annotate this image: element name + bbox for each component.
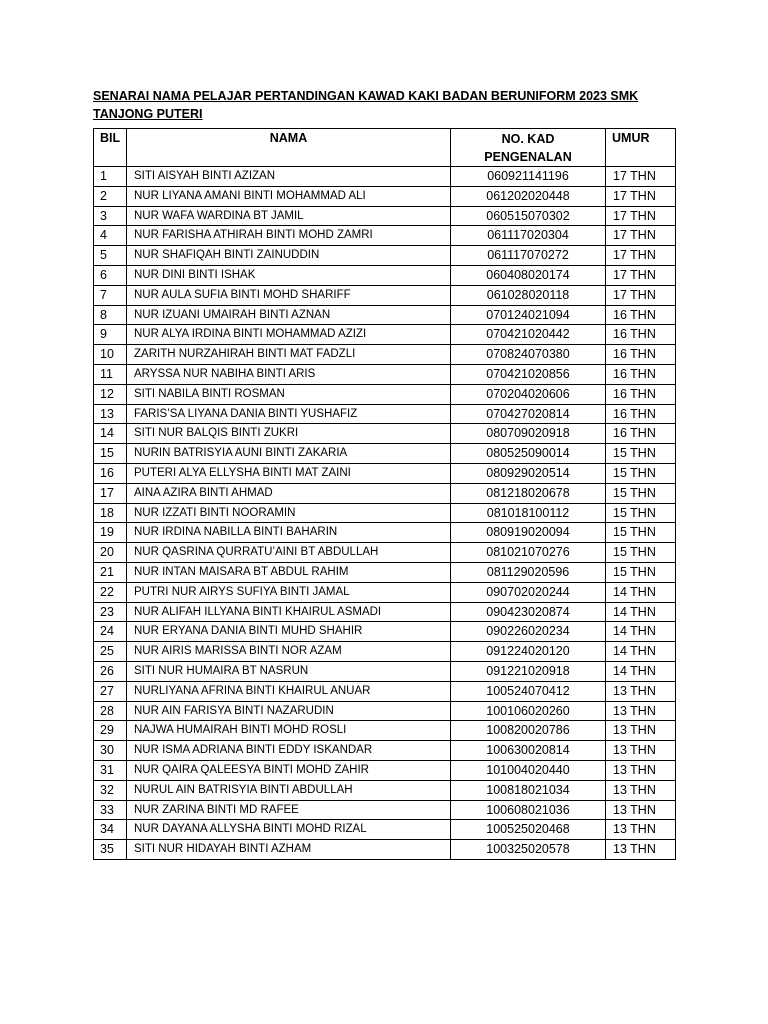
ic-number-cell: 060408020174 xyxy=(451,265,606,285)
age-cell: 15 THN xyxy=(606,444,676,464)
student-name-cell: ZARITH NURZAHIRAH BINTI MAT FADZLI xyxy=(127,345,451,365)
student-name-cell: NUR ALIFAH ILLYANA BINTI KHAIRUL ASMADI xyxy=(127,602,451,622)
table-body xyxy=(94,167,676,860)
age-cell: 15 THN xyxy=(606,503,676,523)
age-cell: 13 THN xyxy=(606,820,676,840)
table-row xyxy=(94,404,676,424)
row-number-cell: 10 xyxy=(94,345,127,365)
table-row xyxy=(94,622,676,642)
header-bil: BIL xyxy=(94,129,127,167)
table-row xyxy=(94,681,676,701)
table-row xyxy=(94,840,676,860)
age-cell: 13 THN xyxy=(606,840,676,860)
student-name-cell: NURUL AIN BATRISYIA BINTI ABDULLAH xyxy=(127,780,451,800)
row-number-cell: 6 xyxy=(94,265,127,285)
student-name-cell: NUR INTAN MAISARA BT ABDUL RAHIM xyxy=(127,562,451,582)
table-row xyxy=(94,305,676,325)
table-row xyxy=(94,800,676,820)
age-cell: 13 THN xyxy=(606,681,676,701)
age-cell: 16 THN xyxy=(606,384,676,404)
ic-number-cell: 081018100112 xyxy=(451,503,606,523)
row-number-cell: 24 xyxy=(94,622,127,642)
ic-number-cell: 070824070380 xyxy=(451,345,606,365)
header-umur: UMUR xyxy=(606,129,676,167)
ic-number-cell: 070124021094 xyxy=(451,305,606,325)
table-row xyxy=(94,503,676,523)
row-number-cell: 8 xyxy=(94,305,127,325)
student-name-cell: SITI NABILA BINTI ROSMAN xyxy=(127,384,451,404)
ic-number-cell: 100818021034 xyxy=(451,780,606,800)
row-number-cell: 4 xyxy=(94,226,127,246)
row-number-cell: 17 xyxy=(94,483,127,503)
row-number-cell: 5 xyxy=(94,246,127,266)
table-row xyxy=(94,444,676,464)
row-number-cell: 22 xyxy=(94,582,127,602)
age-cell: 17 THN xyxy=(606,167,676,187)
ic-number-cell: 090702020244 xyxy=(451,582,606,602)
student-name-cell: NURIN BATRISYIA AUNI BINTI ZAKARIA xyxy=(127,444,451,464)
age-cell: 13 THN xyxy=(606,701,676,721)
student-name-cell: NUR AIN FARISYA BINTI NAZARUDIN xyxy=(127,701,451,721)
student-name-cell: NUR ERYANA DANIA BINTI MUHD SHAHIR xyxy=(127,622,451,642)
ic-number-cell: 061117070272 xyxy=(451,246,606,266)
table-header-row xyxy=(94,129,676,167)
ic-number-cell: 090226020234 xyxy=(451,622,606,642)
age-cell: 15 THN xyxy=(606,543,676,563)
table-row xyxy=(94,543,676,563)
table-row xyxy=(94,760,676,780)
table-row xyxy=(94,642,676,662)
student-name-cell: NUR LIYANA AMANI BINTI MOHAMMAD ALI xyxy=(127,186,451,206)
age-cell: 14 THN xyxy=(606,642,676,662)
age-cell: 16 THN xyxy=(606,345,676,365)
student-name-cell: NAJWA HUMAIRAH BINTI MOHD ROSLI xyxy=(127,721,451,741)
row-number-cell: 1 xyxy=(94,167,127,187)
row-number-cell: 23 xyxy=(94,602,127,622)
student-name-cell: NUR DAYANA ALLYSHA BINTI MOHD RIZAL xyxy=(127,820,451,840)
table-row xyxy=(94,246,676,266)
ic-number-cell: 080929020514 xyxy=(451,463,606,483)
age-cell: 15 THN xyxy=(606,483,676,503)
student-name-cell: SITI AISYAH BINTI AZIZAN xyxy=(127,167,451,187)
student-name-cell: SITI NUR HUMAIRA BT NASRUN xyxy=(127,661,451,681)
age-cell: 17 THN xyxy=(606,265,676,285)
header-nama: NAMA xyxy=(127,129,451,167)
age-cell: 16 THN xyxy=(606,424,676,444)
age-cell: 14 THN xyxy=(606,602,676,622)
table-row xyxy=(94,265,676,285)
ic-number-cell: 070427020814 xyxy=(451,404,606,424)
age-cell: 13 THN xyxy=(606,741,676,761)
age-cell: 17 THN xyxy=(606,186,676,206)
student-name-cell: NUR QAIRA QALEESYA BINTI MOHD ZAHIR xyxy=(127,760,451,780)
student-name-cell: ARYSSA NUR NABIHA BINTI ARIS xyxy=(127,364,451,384)
table-row xyxy=(94,701,676,721)
ic-number-cell: 061202020448 xyxy=(451,186,606,206)
ic-number-cell: 100325020578 xyxy=(451,840,606,860)
ic-number-cell: 061028020118 xyxy=(451,285,606,305)
ic-number-cell: 080525090014 xyxy=(451,444,606,464)
row-number-cell: 29 xyxy=(94,721,127,741)
table-row xyxy=(94,206,676,226)
row-number-cell: 11 xyxy=(94,364,127,384)
student-name-cell: NUR SHAFIQAH BINTI ZAINUDDIN xyxy=(127,246,451,266)
table-row xyxy=(94,226,676,246)
table-row xyxy=(94,721,676,741)
age-cell: 16 THN xyxy=(606,305,676,325)
student-name-cell: NUR ALYA IRDINA BINTI MOHAMMAD AZIZI xyxy=(127,325,451,345)
student-name-cell: NUR IZUANI UMAIRAH BINTI AZNAN xyxy=(127,305,451,325)
row-number-cell: 25 xyxy=(94,642,127,662)
table-row xyxy=(94,463,676,483)
table-row xyxy=(94,345,676,365)
table-row xyxy=(94,562,676,582)
row-number-cell: 9 xyxy=(94,325,127,345)
table-row xyxy=(94,602,676,622)
row-number-cell: 35 xyxy=(94,840,127,860)
age-cell: 14 THN xyxy=(606,582,676,602)
age-cell: 17 THN xyxy=(606,226,676,246)
age-cell: 16 THN xyxy=(606,404,676,424)
age-cell: 16 THN xyxy=(606,364,676,384)
age-cell: 17 THN xyxy=(606,285,676,305)
age-cell: 13 THN xyxy=(606,800,676,820)
ic-number-cell: 091221020918 xyxy=(451,661,606,681)
table-row xyxy=(94,523,676,543)
student-name-cell: FARIS’SA LIYANA DANIA BINTI YUSHAFIZ xyxy=(127,404,451,424)
age-cell: 13 THN xyxy=(606,721,676,741)
table-row xyxy=(94,285,676,305)
ic-number-cell: 090423020874 xyxy=(451,602,606,622)
age-cell: 16 THN xyxy=(606,325,676,345)
student-name-cell: NUR FARISHA ATHIRAH BINTI MOHD ZAMRI xyxy=(127,226,451,246)
row-number-cell: 13 xyxy=(94,404,127,424)
student-name-cell: NUR ISMA ADRIANA BINTI EDDY ISKANDAR xyxy=(127,741,451,761)
table-row xyxy=(94,325,676,345)
student-name-cell: NUR DINI BINTI ISHAK xyxy=(127,265,451,285)
table-row xyxy=(94,820,676,840)
student-name-cell: NUR WAFA WARDINA BT JAMIL xyxy=(127,206,451,226)
ic-number-cell: 080919020094 xyxy=(451,523,606,543)
ic-number-cell: 100524070412 xyxy=(451,681,606,701)
row-number-cell: 16 xyxy=(94,463,127,483)
row-number-cell: 33 xyxy=(94,800,127,820)
student-name-cell: NUR QASRINA QURRATU’AINI BT ABDULLAH xyxy=(127,543,451,563)
table-row xyxy=(94,741,676,761)
ic-number-cell: 060921141196 xyxy=(451,167,606,187)
ic-number-cell: 070204020606 xyxy=(451,384,606,404)
student-name-cell: SITI NUR HIDAYAH BINTI AZHAM xyxy=(127,840,451,860)
row-number-cell: 30 xyxy=(94,741,127,761)
ic-number-cell: 081129020596 xyxy=(451,562,606,582)
ic-number-cell: 100820020786 xyxy=(451,721,606,741)
row-number-cell: 18 xyxy=(94,503,127,523)
row-number-cell: 19 xyxy=(94,523,127,543)
student-name-cell: PUTRI NUR AIRYS SUFIYA BINTI JAMAL xyxy=(127,582,451,602)
ic-number-cell: 061117020304 xyxy=(451,226,606,246)
ic-number-cell: 081218020678 xyxy=(451,483,606,503)
student-name-cell: NUR IZZATI BINTI NOORAMIN xyxy=(127,503,451,523)
student-name-cell: SITI NUR BALQIS BINTI ZUKRI xyxy=(127,424,451,444)
table-row xyxy=(94,780,676,800)
ic-number-cell: 080709020918 xyxy=(451,424,606,444)
table-row xyxy=(94,364,676,384)
age-cell: 14 THN xyxy=(606,622,676,642)
ic-number-cell: 100608021036 xyxy=(451,800,606,820)
table-row xyxy=(94,582,676,602)
row-number-cell: 3 xyxy=(94,206,127,226)
row-number-cell: 31 xyxy=(94,760,127,780)
ic-number-cell: 070421020442 xyxy=(451,325,606,345)
row-number-cell: 15 xyxy=(94,444,127,464)
ic-number-cell: 060515070302 xyxy=(451,206,606,226)
age-cell: 15 THN xyxy=(606,562,676,582)
row-number-cell: 20 xyxy=(94,543,127,563)
row-number-cell: 14 xyxy=(94,424,127,444)
age-cell: 17 THN xyxy=(606,206,676,226)
row-number-cell: 28 xyxy=(94,701,127,721)
row-number-cell: 7 xyxy=(94,285,127,305)
age-cell: 14 THN xyxy=(606,661,676,681)
document-title: SENARAI NAMA PELAJAR PERTANDINGAN KAWAD KAKI BADAN BERUNIFORM 2023 SMK TANJONG PUTERI xyxy=(93,89,639,121)
age-cell: 15 THN xyxy=(606,523,676,543)
table-row xyxy=(94,483,676,503)
student-name-cell: NUR IRDINA NABILLA BINTI BAHARIN xyxy=(127,523,451,543)
ic-number-cell: 091224020120 xyxy=(451,642,606,662)
student-name-cell: AINA AZIRA BINTI AHMAD xyxy=(127,483,451,503)
table-row xyxy=(94,661,676,681)
ic-number-cell: 081021070276 xyxy=(451,543,606,563)
student-name-cell: NURLIYANA AFRINA BINTI KHAIRUL ANUAR xyxy=(127,681,451,701)
row-number-cell: 26 xyxy=(94,661,127,681)
age-cell: 13 THN xyxy=(606,760,676,780)
age-cell: 17 THN xyxy=(606,246,676,266)
ic-number-cell: 101004020440 xyxy=(451,760,606,780)
ic-number-cell: 100106020260 xyxy=(451,701,606,721)
table-row xyxy=(94,186,676,206)
student-name-cell: NUR ZARINA BINTI MD RAFEE xyxy=(127,800,451,820)
ic-number-cell: 100525020468 xyxy=(451,820,606,840)
row-number-cell: 32 xyxy=(94,780,127,800)
row-number-cell: 27 xyxy=(94,681,127,701)
student-name-cell: NUR AULA SUFIA BINTI MOHD SHARIFF xyxy=(127,285,451,305)
student-roster-table xyxy=(93,128,676,860)
student-name-cell: NUR AIRIS MARISSA BINTI NOR AZAM xyxy=(127,642,451,662)
row-number-cell: 2 xyxy=(94,186,127,206)
student-name-cell: PUTERI ALYA ELLYSHA BINTI MAT ZAINI xyxy=(127,463,451,483)
ic-number-cell: 070421020856 xyxy=(451,364,606,384)
row-number-cell: 21 xyxy=(94,562,127,582)
age-cell: 15 THN xyxy=(606,463,676,483)
row-number-cell: 12 xyxy=(94,384,127,404)
table-row xyxy=(94,424,676,444)
header-ic-number: NO. KAD PENGENALAN xyxy=(451,129,606,167)
table-row xyxy=(94,384,676,404)
age-cell: 13 THN xyxy=(606,780,676,800)
ic-number-cell: 100630020814 xyxy=(451,741,606,761)
row-number-cell: 34 xyxy=(94,820,127,840)
table-row xyxy=(94,167,676,187)
